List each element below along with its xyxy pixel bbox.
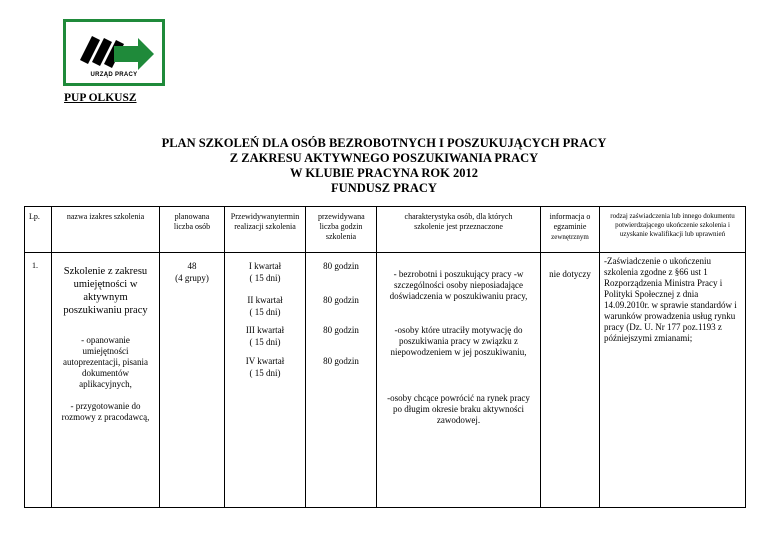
title-line-2: Z ZAKRESU AKTYWNEGO POSZUKIWANIA PRACY <box>229 151 539 165</box>
row-lp: 1. <box>32 261 38 270</box>
header-rodzaj-text: rodzaj zaświadczenia lub innego dokumentu potwierdzającego ukończenie szkolenia i uzyskanie kwalifikacji lub uprawnień <box>610 212 735 238</box>
row-planowana-num: 48 <box>187 261 197 271</box>
row-char-1: - bezrobotni i poszukujący pracy -w szczególności osoby nieposiadające doświadczenia w poszukiwaniu pracy, <box>389 269 528 301</box>
header-lp: Lp. <box>25 207 52 253</box>
cell-nazwa <box>52 253 160 508</box>
header-informacja <box>541 207 600 253</box>
cell-termin <box>225 253 306 508</box>
cell-planowana <box>160 253 225 508</box>
title-line-3: W KLUBIE PRACYNA ROK 2012 <box>290 166 478 180</box>
row-char-3: -osoby chcące powrócić na rynek pracy po długim okresie braku aktywności zawodowej. <box>387 393 530 425</box>
training-plan-table <box>24 206 746 508</box>
header-godziny-text: przewidywana liczba godzin szkolenia <box>318 212 365 241</box>
term-days-2: ( 15 dni) <box>249 307 281 317</box>
header-charakterystyka <box>377 207 541 253</box>
cell-charakterystyka <box>377 253 541 508</box>
header-godziny <box>306 207 377 253</box>
hours-2: 80 godzin <box>323 295 359 305</box>
term-kw-4: IV kwartał <box>245 356 285 366</box>
row-nazwa-main: Szkolenie z zakresu umiejętności w aktywnym poszukiwaniu pracy <box>63 266 148 316</box>
term-days-4: ( 15 dni) <box>249 368 281 378</box>
title-line-4: FUNDUSZ PRACY <box>331 181 437 195</box>
row-planowana-groups: (4 grupy) <box>175 273 209 283</box>
table-row <box>25 253 746 508</box>
row-nazwa-sub2: - przygotowanie do rozmowy z pracodawcą, <box>61 401 150 422</box>
hours-4: 80 godzin <box>323 356 359 366</box>
document-title <box>0 136 768 196</box>
header-nazwa: nazwa izakres szkolenia <box>52 207 160 253</box>
term-days-1: ( 15 dni) <box>249 273 281 283</box>
hours-3: 80 godzin <box>323 325 359 335</box>
title-line-1: PLAN SZKOLEŃ DLA OSÓB BEZROBOTNYCH I POSZUKUJĄCYCH PRACY <box>161 136 607 150</box>
header-informacja-sub: zewnętrznym <box>551 233 589 241</box>
row-char-2: -osoby które utraciły motywację do poszukiwania pracy w związku z niepowodzeniem w jej poszukiwaniu, <box>390 325 527 357</box>
term-kw-2: II kwartał <box>247 295 283 305</box>
cell-informacja <box>541 253 600 508</box>
row-informacja: nie dotyczy <box>549 269 591 279</box>
header-charakterystyka-text: charakterystyka osób, dla których szkolenie jest przeznaczone <box>404 212 513 231</box>
term-kw-3: III kwartał <box>245 325 285 335</box>
logo-text: URZĄD PRACY <box>90 72 138 78</box>
header-planowana <box>160 207 225 253</box>
header-planowana-text: planowana liczba osób <box>173 212 211 231</box>
urzad-pracy-logo <box>63 19 165 86</box>
table-header-row <box>25 207 746 253</box>
term-kw-1: I kwartał <box>248 261 282 271</box>
header-rodzaj <box>600 207 746 253</box>
header-termin: Przewidywanytermin realizacji szkolenia <box>225 207 306 253</box>
cell-lp <box>25 253 52 508</box>
row-nazwa-sub1: - opanowanie umiejętności autoprezentacji, pisania dokumentów aplikacyjnych, <box>63 335 148 389</box>
cell-godziny <box>306 253 377 508</box>
term-days-3: ( 15 dni) <box>249 337 281 347</box>
hours-1: 80 godzin <box>323 261 359 271</box>
row-rodzaj: -Zaświadczenie o ukończeniu szkolenia zgodne z §66 ust 1 Rozporządzenia Ministra Pracy i Polityki Społecznej z dnia 14.09.2010r. w sprawie standardów i warunków prowadzenia usług rynku pracy (Dz. U. Nr 177 poz.1193 z późniejszymi zmianami; <box>604 256 737 343</box>
header-informacja-text: informacja o egzaminie <box>549 212 591 231</box>
org-name: PUP OLKUSZ <box>64 92 137 104</box>
cell-rodzaj <box>600 253 746 508</box>
